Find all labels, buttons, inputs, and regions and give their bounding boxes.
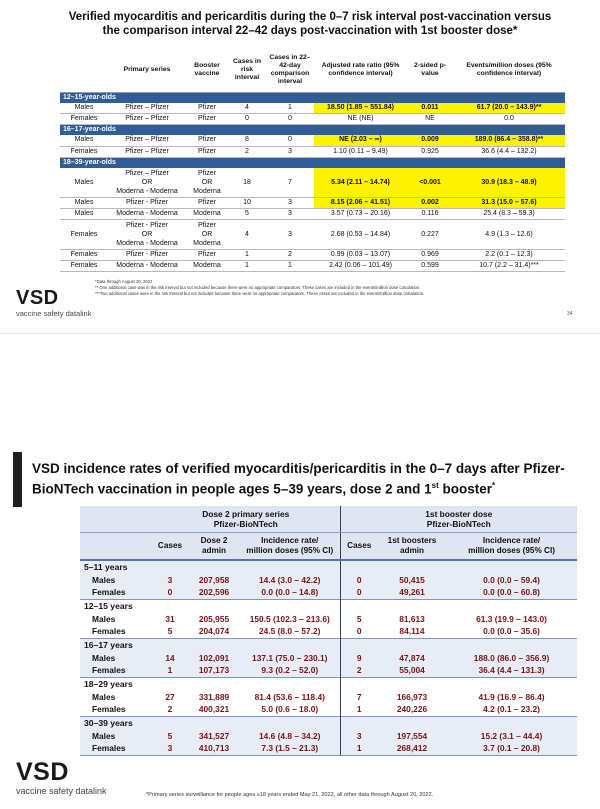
p-value-cell: 0.011 [407, 103, 453, 114]
header-cell: Booster vaccine [186, 48, 228, 92]
booster-incidence-cell: 0.0 (0.0 – 59.4) [446, 573, 577, 586]
incidence-header [240, 532, 340, 560]
cell-line: Moderna - Moderna [116, 240, 178, 247]
dose2-admin-header [188, 532, 240, 560]
booster-cases-cell: 9 [340, 651, 378, 664]
risk-cases-cell: 2 [228, 146, 266, 157]
age-group-row [60, 92, 565, 103]
p-value-cell: NE [407, 114, 453, 125]
sex-cell: Males [60, 103, 108, 114]
table-row [80, 573, 577, 586]
rate-ratio-cell: NE (2.03 – ∞) [314, 135, 407, 146]
booster-cases-cell: 1 [340, 742, 378, 755]
p-value-cell: 0.969 [407, 250, 453, 261]
age-group-label: 12–15-year-olds [60, 92, 565, 103]
age-group-label: 12–15 years [80, 599, 340, 612]
dose2-incidence-cell: 9.3 (0.2 – 52.0) [240, 664, 340, 677]
title-accent-bar [13, 452, 22, 507]
booster-cases-cell: 3 [340, 729, 378, 742]
dose2-admin-cell: 331,889 [198, 691, 230, 702]
table-row [60, 209, 565, 220]
booster-admin-cell: 166,973 [396, 691, 428, 702]
dose2-admin-cell: 202,596 [188, 586, 240, 599]
table-row [60, 220, 565, 250]
dose2-admin-cell: 205,955 [198, 613, 230, 624]
age-group-row [80, 716, 577, 729]
empty-header [80, 532, 152, 560]
header-cell: Cases in 22–42-day comparison interval [266, 48, 314, 92]
dose2-cases-cell: 2 [167, 704, 173, 715]
booster-admin-cell: 268,412 [378, 742, 446, 755]
age-group-spacer [340, 599, 577, 612]
age-group-label: 5–11 years [80, 560, 340, 573]
cell-line: Moderna [193, 187, 221, 195]
comparison-cases-cell: 2 [266, 250, 314, 261]
p-value-cell: 0.925 [407, 146, 453, 157]
booster-incidence-cell: 0.0 (0.0 – 35.6) [483, 626, 540, 637]
header-cell: Events/million doses (95% confidence interval) [453, 48, 565, 92]
age-group-row [60, 125, 565, 136]
vsd-logo-subtitle: vaccine safety datalink [16, 309, 92, 318]
booster-group-header [340, 506, 577, 532]
cell-line: Moderna - Moderna [116, 187, 178, 195]
risk-cases-cell: 1 [228, 250, 266, 261]
booster-cell [186, 168, 228, 198]
dose2-incidence-cell: 14.6 (4.8 – 34.2) [240, 729, 340, 742]
cases-header: Cases [340, 532, 378, 560]
sex-cell: Males [80, 573, 152, 586]
risk-cases-cell: 4 [228, 103, 266, 114]
dose2-admin-cell: 107,173 [188, 664, 240, 677]
slide-divider [0, 333, 600, 334]
comparison-cases-cell: 1 [266, 103, 314, 114]
title-sup: st [431, 481, 439, 490]
vsd-logo-subtitle: vaccine safety datalink [16, 786, 107, 796]
table-body [60, 92, 565, 272]
primary-series-cell: Pfizer – Pfizer [108, 146, 186, 157]
footnote: ** One additional case was in the risk interval but not included because there were no appropriate comparators. These cases are included in the events/million dose calculation. [95, 285, 421, 290]
slide-34 [0, 0, 600, 330]
age-group-label: 18–29 years [80, 677, 340, 690]
rate-ratio-cell: 2.68 (0.53 – 14.84) [314, 220, 407, 250]
table-row [60, 135, 565, 146]
booster-incidence-cell: 61.3 (19.9 – 143.0) [476, 613, 547, 624]
dose2-cases-cell: 31 [165, 613, 175, 624]
column-header-row [80, 532, 577, 560]
header-line: million doses (95% CI) [246, 545, 334, 555]
dose2-cases-cell: 3 [152, 742, 188, 755]
table-row [60, 198, 565, 209]
sex-cell: Females [60, 146, 108, 157]
booster-cases-cell: 0 [340, 573, 378, 586]
table-row [80, 703, 577, 716]
events-cell: 25.4 (8.3 – 59.3) [453, 209, 565, 220]
primary-series-cell: Pfizer – Pfizer [108, 114, 186, 125]
sex-cell: Females [60, 114, 108, 125]
booster-cell: Moderna [186, 261, 228, 272]
booster-admin-cell: 240,226 [396, 704, 428, 715]
sex-cell: Females [80, 664, 152, 677]
dose2-cases-cell: 5 [167, 626, 173, 637]
booster-incidence-cell: 15.2 (3.1 – 44.4) [446, 729, 577, 742]
risk-cases-cell: 10 [228, 198, 266, 209]
cell-line: Pfizer [198, 222, 216, 229]
dose2-incidence-cell: 150.5 (102.3 – 213.6) [249, 613, 330, 624]
booster-incidence-cell: 188.0 (86.0 – 356.9) [446, 651, 577, 664]
rate-ratio-cell: NE (NE) [314, 114, 407, 125]
p-value-cell: 0.116 [407, 209, 453, 220]
slide1-title: Verified myocarditis and pericarditis during the 0–7 risk interval post-vaccination versus the comparison interval 22–42 days post-vaccination with 1st booster dose* [68, 11, 552, 37]
rate-ratio-cell: 1.10 (0.11 – 9.49) [314, 146, 407, 157]
primary-series-cell [108, 168, 186, 198]
booster-admin-header [378, 532, 446, 560]
booster-incidence-cell: 0.0 (0.0 – 60.8) [446, 586, 577, 599]
table-row [80, 664, 577, 677]
table-body [80, 560, 577, 755]
dose2-cases-cell: 14 [152, 651, 188, 664]
booster-cell: Pfizer [186, 146, 228, 157]
age-group-spacer [340, 638, 577, 651]
header-cell: Primary series [108, 48, 186, 92]
dose2-group-header [152, 506, 340, 532]
cell-line: Pfizer - Pfizer [125, 222, 168, 229]
cell-line: OR [201, 231, 213, 238]
sex-cell: Females [92, 704, 126, 715]
booster-cell: Moderna [186, 209, 228, 220]
dose2-incidence-cell: 24.5 (8.0 – 57.2) [259, 626, 321, 637]
booster-cases-cell: 5 [340, 612, 378, 625]
comparison-cases-cell: 3 [266, 198, 314, 209]
booster-cell: Pfizer [186, 250, 228, 261]
table-row [80, 612, 577, 625]
table-row [60, 114, 565, 125]
booster-admin-cell: 49,261 [378, 586, 446, 599]
sex-cell: Females [60, 220, 108, 250]
risk-cases-cell: 4 [228, 220, 266, 250]
sex-cell: Females [80, 742, 152, 755]
booster-cell: Pfizer [186, 198, 228, 209]
sex-cell: Females [60, 250, 108, 261]
dose2-cases-cell: 0 [152, 586, 188, 599]
page-number: 34 [567, 311, 573, 317]
age-group-row [80, 677, 577, 690]
table-row [80, 651, 577, 664]
age-group-spacer [340, 560, 577, 573]
dose2-admin-cell: 410,713 [188, 742, 240, 755]
footnote: *Primary series surveillance for people ages ≥18 years ended May 21, 2022, all other data through August 20, 2022. [146, 792, 434, 798]
sex-cell: Males [80, 651, 152, 664]
sex-cell: Females [92, 626, 126, 637]
header-line: admin [399, 545, 425, 555]
comparison-cases-cell: 7 [266, 168, 314, 198]
cases-header: Cases [152, 532, 188, 560]
comparison-cases-cell: 3 [266, 209, 314, 220]
dose2-admin-cell: 204,074 [198, 626, 230, 637]
table-header-row [60, 48, 565, 92]
booster-incidence-cell: 3.7 (0.1 – 20.8) [446, 742, 577, 755]
dose2-incidence-cell: 5.0 (0.6 – 18.0) [261, 704, 319, 715]
incidence-table [80, 506, 577, 756]
table-row [80, 690, 577, 703]
title-star: * [492, 481, 496, 490]
header-cell [60, 48, 108, 92]
dose2-admin-cell: 102,091 [188, 651, 240, 664]
rate-ratio-cell: 3.57 (0.73 – 20.16) [314, 209, 407, 220]
primary-series-cell: Moderna - Moderna [108, 261, 186, 272]
booster-cases-cell: 0 [340, 625, 378, 638]
footnote: *Data through August 20, 2022 [95, 279, 153, 284]
risk-cases-cell: 18 [228, 168, 266, 198]
p-value-cell: 0.599 [407, 261, 453, 272]
vsd-logo: VSD [16, 758, 69, 786]
dose2-incidence-cell: 7.3 (1.5 – 21.3) [240, 742, 340, 755]
risk-cases-cell: 8 [228, 135, 266, 146]
rate-ratio-cell: 18.50 (1.85 – 551.84) [314, 103, 407, 114]
cell-line: OR [141, 178, 153, 186]
dose2-admin-cell: 207,958 [188, 573, 240, 586]
booster-cases-cell: 1 [340, 703, 378, 716]
header-line: 1st boosters [387, 535, 437, 545]
table-row [60, 250, 565, 261]
risk-cases-cell: 5 [228, 209, 266, 220]
age-group-label: 16–17 years [80, 638, 340, 651]
age-group-row [80, 638, 577, 651]
booster-cell: Pfizer [186, 103, 228, 114]
risk-cases-cell: 1 [228, 261, 266, 272]
title-text-end: booster [438, 481, 493, 497]
header-line: Pfizer-BioNTech [213, 518, 278, 529]
age-group-label: 30–39 years [80, 716, 340, 729]
events-cell: 10.7 (2.2 – 31.4)*** [453, 261, 565, 272]
booster-admin-cell: 50,415 [378, 573, 446, 586]
dose2-cases-cell: 3 [152, 573, 188, 586]
table-row [60, 146, 565, 157]
header-line: admin [201, 545, 227, 555]
risk-cases-cell: 0 [228, 114, 266, 125]
booster-cases-cell: 7 [340, 690, 378, 703]
primary-series-cell: Moderna - Moderna [108, 209, 186, 220]
comparison-cases-cell: 3 [266, 146, 314, 157]
sex-cell: Males [92, 691, 116, 702]
primary-series-cell: Pfizer - Pfizer [108, 198, 186, 209]
table-row [80, 625, 577, 638]
cell-line: OR [141, 231, 153, 238]
events-cell: 61.7 (20.0 – 143.9)** [453, 103, 565, 114]
header-cell: Adjusted rate ratio (95% confidence interval) [314, 48, 407, 92]
table-row [60, 168, 565, 198]
dose2-incidence-cell: 81.4 (53.6 – 118.4) [254, 691, 325, 702]
group-header-row [80, 506, 577, 532]
events-cell: 0.0 [453, 114, 565, 125]
rate-ratio-cell: 0.99 (0.03 – 13.07) [314, 250, 407, 261]
sex-cell: Females [80, 586, 152, 599]
booster-incidence-cell: 41.9 (16.9 – 86.4) [478, 691, 545, 702]
title-text: VSD incidence rates of verified myocarditis/pericarditis in the 0–7 days after Pfizer-BioNTech vaccination in people ages 5–39 years, dose 2 and 1 [32, 461, 565, 497]
header-line: Dose 2 primary series [202, 508, 290, 519]
incidence-header [446, 532, 577, 560]
booster-admin-cell: 55,004 [378, 664, 446, 677]
dose2-cases-cell: 5 [152, 729, 188, 742]
age-group-row [80, 599, 577, 612]
sex-cell: Males [80, 729, 152, 742]
comparison-cases-cell: 0 [266, 135, 314, 146]
dose2-cases-cell: 1 [152, 664, 188, 677]
header-line: Dose 2 [200, 535, 228, 545]
table-row [60, 261, 565, 272]
p-value-cell: 0.002 [407, 198, 453, 209]
header-line: 1st booster dose [425, 508, 493, 519]
events-cell: 31.3 (15.0 – 57.6) [453, 198, 565, 209]
slide-incidence-rates [0, 440, 600, 809]
sex-cell: Males [60, 209, 108, 220]
age-group-label: 16–17-year-olds [60, 125, 565, 136]
booster-admin-cell: 197,554 [378, 729, 446, 742]
header-line: Incidence rate/ [261, 535, 319, 545]
events-cell: 2.2 (0.1 – 12.3) [453, 250, 565, 261]
booster-incidence-cell: 36.4 (4.4 – 131.3) [446, 664, 577, 677]
booster-cases-cell: 2 [340, 664, 378, 677]
age-group-spacer [340, 716, 577, 729]
cell-line: Moderna [193, 240, 221, 247]
events-cell: 30.9 (18.3 – 48.9) [453, 168, 565, 198]
p-value-cell: 0.009 [407, 135, 453, 146]
booster-admin-cell: 47,874 [378, 651, 446, 664]
primary-series-cell [108, 220, 186, 250]
age-group-label: 18–39-year-olds [60, 157, 565, 168]
sex-cell: Males [92, 613, 116, 624]
comparison-cases-cell: 3 [266, 220, 314, 250]
cell-line: Pfizer – Pfizer [125, 169, 169, 177]
sex-cell: Males [60, 168, 108, 198]
header-cell: Cases in risk interval [228, 48, 266, 92]
age-group-row [80, 560, 577, 573]
table-row [80, 742, 577, 755]
sex-cell: Males [60, 135, 108, 146]
p-value-cell: <0.001 [407, 168, 453, 198]
booster-incidence-cell: 4.2 (0.1 – 23.2) [483, 704, 540, 715]
events-cell: 4.9 (1.3 – 12.6) [453, 220, 565, 250]
footnote: ***Two additional cases were in the risk interval but not included because there were no appropriate comparators. These cases are included in the events/million dose calculation. [95, 291, 425, 296]
booster-risk-interval-table [60, 48, 565, 272]
header-line: Pfizer-BioNTech [426, 518, 491, 529]
slide2-title [32, 460, 592, 498]
header-line: Incidence rate/ [482, 535, 541, 545]
dose2-admin-cell: 400,321 [198, 704, 230, 715]
empty-header [80, 506, 152, 532]
booster-cell: Pfizer [186, 114, 228, 125]
cell-line: OR [201, 178, 213, 186]
table-row [60, 103, 565, 114]
age-group-row [60, 157, 565, 168]
dose2-incidence-cell: 137.1 (75.0 – 230.1) [240, 651, 340, 664]
primary-series-cell: Pfizer – Pfizer [108, 135, 186, 146]
booster-admin-cell: 84,114 [399, 626, 425, 637]
events-cell: 36.6 (4.4 – 132.2) [453, 146, 565, 157]
dose2-incidence-cell: 14.4 (3.0 – 42.2) [240, 573, 340, 586]
rate-ratio-cell: 8.15 (2.06 – 41.51) [314, 198, 407, 209]
age-group-spacer [340, 677, 577, 690]
cell-line: Pfizer [198, 169, 216, 177]
vsd-logo: VSD [16, 287, 59, 309]
rate-ratio-cell: 5.34 (2.11 – 14.74) [314, 168, 407, 198]
table-row [80, 729, 577, 742]
dose2-incidence-cell: 0.0 (0.0 – 14.8) [240, 586, 340, 599]
booster-cell [186, 220, 228, 250]
dose2-cases-cell: 27 [165, 691, 175, 702]
header-cell: 2-sided p-value [407, 48, 453, 92]
sex-cell: Males [60, 198, 108, 209]
sex-cell: Females [60, 261, 108, 272]
primary-series-cell: Pfizer - Pfizer [108, 250, 186, 261]
table-row [80, 586, 577, 599]
dose2-admin-cell: 341,527 [188, 729, 240, 742]
footnotes [95, 279, 575, 297]
booster-admin-cell: 81,613 [399, 613, 425, 624]
rate-ratio-cell: 2.42 (0.06 – 101.49) [314, 261, 407, 272]
comparison-cases-cell: 0 [266, 114, 314, 125]
p-value-cell: 0.227 [407, 220, 453, 250]
events-cell: 189.0 (86.4 – 358.8)** [453, 135, 565, 146]
header-line: million doses (95% CI) [468, 545, 555, 555]
booster-cell: Pfizer [186, 135, 228, 146]
booster-cases-cell: 0 [340, 586, 378, 599]
primary-series-cell: Pfizer – Pfizer [108, 103, 186, 114]
comparison-cases-cell: 1 [266, 261, 314, 272]
